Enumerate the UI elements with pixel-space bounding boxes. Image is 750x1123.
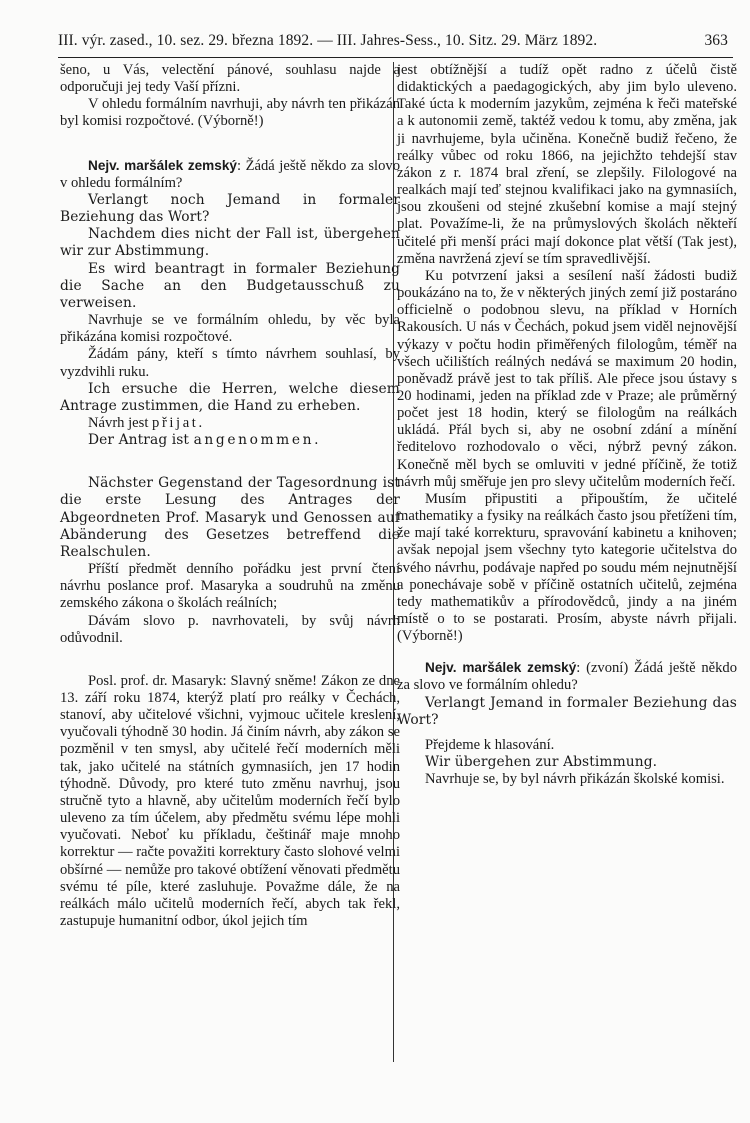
paragraph: V ohledu formálním navrhuji, aby návrh ten přikázán byl komisi rozpočtové. (Výborně!) bbox=[60, 96, 400, 130]
paragraph-german: Wir übergehen zur Abstimmung. bbox=[425, 754, 658, 771]
paragraph: Musím připustiti a připouštím, že učitelé mathematiky a fysiky na reálkách často jsou přetíženi tím, že mají také korrekturu, spravování kabinetu a knihoven; avšak nepojal jsem všechny tyto kategorie učitelstva do svého návrhu, podávaje napřed po soudu mém nejnutnější a ponechávaje sobě v příčině ostatních učitelů, zejména tedy mathematikův a přírodovědců, jindy a na jiném místě o to se postarati. Prosím, abyste návrh přijali. (Výborně!) bbox=[397, 490, 738, 645]
paragraph: Navrhuje se ve formálním ohledu, by věc byla přikázána komisi rozpočtové. bbox=[60, 312, 400, 346]
header-title: III. výr. zased., 10. sez. 29. března 1892. — III. Jahres-Sess., 10. Sitz. 29. März 1892. bbox=[58, 32, 598, 49]
speaker-name: Posl. prof. dr. Masaryk bbox=[88, 672, 223, 689]
speaker-paragraph bbox=[60, 157, 400, 192]
paragraph-german: Nächster Gegenstand der Tagesordnung ist die erste Lesung des Antrages der Abgeordneten Prof. Masaryk und Genossen auf Abänderung des Gesetzes betreffend die Realschulen. bbox=[60, 475, 400, 560]
result-prefix: Návrh jest bbox=[88, 414, 153, 431]
left-column bbox=[60, 62, 400, 930]
paragraph: Přejdeme k hlasování. bbox=[425, 736, 555, 753]
speech-text: : (zvoní) Žádá ještě někdo za slovo ve formálním ohledu? bbox=[397, 660, 737, 694]
paragraph: jest obtížnější a tudíž opět radno z účelů čistě didaktických a paedagogických, aby jim bylo uleveno. Také úcta k moderním jazykům, zejména k řeči mateřské a k autonomii země, taktéž vedou k tomu, aby změna, jak ji navrhujeme, byla učiněna. Konečně budiž řečeno, že reálky vůbec od roku 1866, na jejichžto tehdejší stav zákon z r. 1874 bral zření, se zlepšily. Filologové na realkách mají teď stejnou kvalifikaci jako na gymnasiích, jsou zkoušeni od stejné zkušební komise a mají stejný plat. Považíme-li, že na průmyslových školách někteří učitelé při menší práci mají dokonce plat větší (Tak jest), změna navržená zjeví se tím spravedlivější. bbox=[397, 62, 737, 267]
page-number: 363 bbox=[704, 32, 728, 49]
result-word: angenommen. bbox=[193, 432, 322, 449]
header-rule bbox=[58, 57, 733, 58]
result-prefix: Der Antrag ist bbox=[88, 432, 194, 449]
speaker-paragraph bbox=[397, 659, 737, 694]
result-paragraph-german bbox=[60, 432, 400, 449]
speaker-name: Nejv. maršálek zemský bbox=[425, 660, 577, 676]
speech-text: : Slavný sněme! Zákon ze dne 13. září roku 1874, kterýž platí pro reálky v Čechách, stanoví, aby učitelové všichni, vyjmouc učitele kreslení, vyučovali týhodně 30 hodin. Já činím návrh, aby zákon se pozměnil v ten smysl, aby učitelé řečí moderních měli tak, jako učitelé na státních gymnasiích, jen 17 hodin týhodně. Důvody, pro které tuto změnu navrhuj, jsou stručně tyto a hlavně, aby učitelům moderních řečí bylo uleveno za tím účelem, aby předmětu svému lépe mohli vyučovati. Neboť ku příkladu, češtinář maje mnoho korrektur — račte považiti korrektury často slohové velmi obšírné — nemůže pro takové obtížení věnovati předmětu svému té píle, které zasluhuje. Považme dále, že na reálkách málo učitelů moderních řečí, abych tak řekl, zastupuje humanitní odbor, úkol jejich tím bbox=[60, 672, 401, 930]
paragraph: Ku potvrzení jaksi a sesílení naší žádosti budiž poukázáno na to, že v některých jiných zemí již postaráno officielně o podobnou slevu, na příklad v Horních Rakousích. U nás v Čechách, pokud jsem viděl nejnovější výkazy v počtu hodin přiměřených filologům, téměř na všech učilištích reálných nedává se maximum 20 hodin, poněvadž právě jest to tak příliš. Ale přece jsou ústavy s 20 hodinami, jeden na příklad zde v Praze; ale průměrný počet jest 18 hodin, který se filologům na reálkách ukládá. Přál bych si, aby ne osobní zdání a mínění ředitelovo rozhodovalo o věci, nýbrž pevný zákon. Konečně měl bych se omluviti v jedné příčině, že totiž návrh můj směřuje jen pro slevy učitelům moderních řečí. bbox=[397, 267, 737, 490]
speaker-name: Nejv. maršálek zemský bbox=[88, 157, 237, 173]
paragraph-german: Ich ersuche die Herren, welche diesem Antrage zustimmen, die Hand zu erheben. bbox=[60, 380, 400, 414]
result-word: přijat. bbox=[152, 414, 205, 431]
paragraph: Dávám slovo p. navrhovateli, by svůj návrh odůvodnil. bbox=[60, 612, 400, 646]
speaker-paragraph bbox=[60, 673, 400, 930]
paragraph-german: Es wird beantragt in formaler Beziehung die Sache an den Budgetausschuß zu verweisen. bbox=[60, 260, 400, 311]
paragraph-german: Nachdem dies nicht der Fall ist, übergehen wir zur Abstimmung. bbox=[60, 226, 400, 260]
running-header bbox=[58, 30, 728, 52]
paragraph-german: Verlangt noch Jemand in formaler Beziehung das Wort? bbox=[60, 191, 400, 226]
result-paragraph bbox=[60, 415, 400, 432]
paragraph-german: Verlangt Jemand in formaler Beziehung das Wort? bbox=[397, 694, 737, 728]
right-column bbox=[397, 62, 737, 788]
paragraph: Příští předmět denního pořádku jest první čtení návrhu poslance prof. Masaryka a soudruhů na změnu zemského zákona o školách reálních; bbox=[60, 561, 400, 612]
paragraph: šeno, u Vás, velectění pánové, souhlasu najde a odporučuji jej tedy Vaší přízni. bbox=[60, 62, 400, 96]
paragraph: Navrhuje se, by byl návrh přikázán školské komisi. bbox=[425, 771, 725, 788]
paragraph: Žádám pány, kteří s tímto návrhem souhlasí, by vyzdvihli ruku. bbox=[60, 346, 400, 380]
speech-text: : Žádá ještě někdo za slovo v ohledu formálním? bbox=[60, 157, 400, 191]
